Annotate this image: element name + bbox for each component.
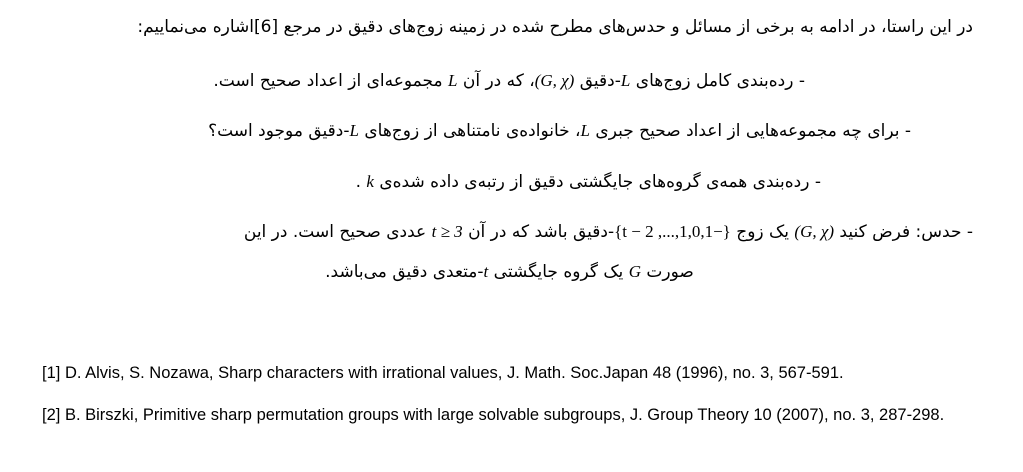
item-4-cont-math-2: t: [483, 261, 489, 281]
item-1-mid-1: -دقیق: [579, 71, 621, 92]
reference-text: D. Alvis, S. Nozawa, Sharp characters with irrational values, J. Math. Soc.Japan 48 (1996), no. 3, 567-591.: [64, 364, 844, 383]
item-4-post: عددی صحیح است. در این: [243, 221, 427, 242]
references-section: [0, 362, 1023, 428]
reference-text: B. Birszki, Primitive sharp permutation groups with large solvable subgroups, J. Group Theory 10 (2007), no. 3, 287-298.: [64, 406, 945, 425]
item-2-pre: - برای چه مجموعه‌هایی از اعداد صحیح جبری: [595, 121, 911, 142]
bullet-item-1: [46, 67, 973, 95]
persian-section: [0, 14, 1023, 286]
bullet-item-2: [46, 117, 973, 145]
item-4-cont-mid: یک گروه جایگشتی: [493, 261, 624, 282]
item-4-cont-pre: صورت: [646, 261, 694, 282]
item-3-math-1: k: [366, 171, 374, 191]
item-1-mid-2: ، که در آن: [462, 71, 535, 92]
reference-item: [42, 404, 979, 428]
bullet-item-4-continuation: [46, 258, 973, 286]
document-page: [0, 14, 1023, 472]
item-4-cont-post: -متعدی دقیق می‌باشد.: [325, 261, 484, 282]
item-2-post: -دقیق موجود است؟: [208, 121, 350, 142]
intro-paragraph: در این راستا، در ادامه به برخی از مسائل و حدس‌های مطرح شده در زمینه زوج‌های دقیق در مرجع [6]اشاره می‌نماییم:: [137, 17, 973, 37]
item-4-math-1: (G, χ): [794, 221, 834, 241]
item-4-math-2: {−1,0,1,..., t − 2}: [614, 221, 731, 241]
item-4-pre: - حدس: فرض کنید: [839, 221, 973, 242]
reference-tag: [2]: [42, 406, 61, 425]
item-3-pre: - رده‌بندی همه‌ی گروه‌های جایگشتی دقیق از رتبه‌ی داده شده‌ی: [379, 171, 821, 192]
item-4-mid-1: یک زوج: [736, 221, 789, 242]
bullet-item-4: [46, 218, 973, 246]
item-4-cont-math-1: G: [628, 261, 641, 281]
item-2-math-1: L: [580, 121, 591, 141]
item-1-math-3: L: [447, 71, 458, 91]
item-2-mid-1: ، خانواده‌ی نامتناهی از زوج‌های: [364, 121, 581, 142]
item-1-pre: - رده‌بندی کامل زوج‌های: [635, 71, 805, 92]
item-1-post: مجموعه‌ای از اعداد صحیح است.: [213, 71, 443, 92]
item-1-math-1: L: [620, 71, 631, 91]
reference-item: [42, 362, 979, 386]
item-1-math-2: (G, χ): [534, 71, 575, 91]
bullet-item-3: [46, 168, 973, 196]
item-4-mid-2: -دقیق باشد که در آن: [468, 221, 615, 242]
item-4-math-3: t ≥ 3: [431, 221, 463, 241]
item-2-math-2: L: [349, 121, 359, 141]
reference-tag: [1]: [42, 364, 61, 383]
item-3-post: .: [355, 171, 361, 192]
